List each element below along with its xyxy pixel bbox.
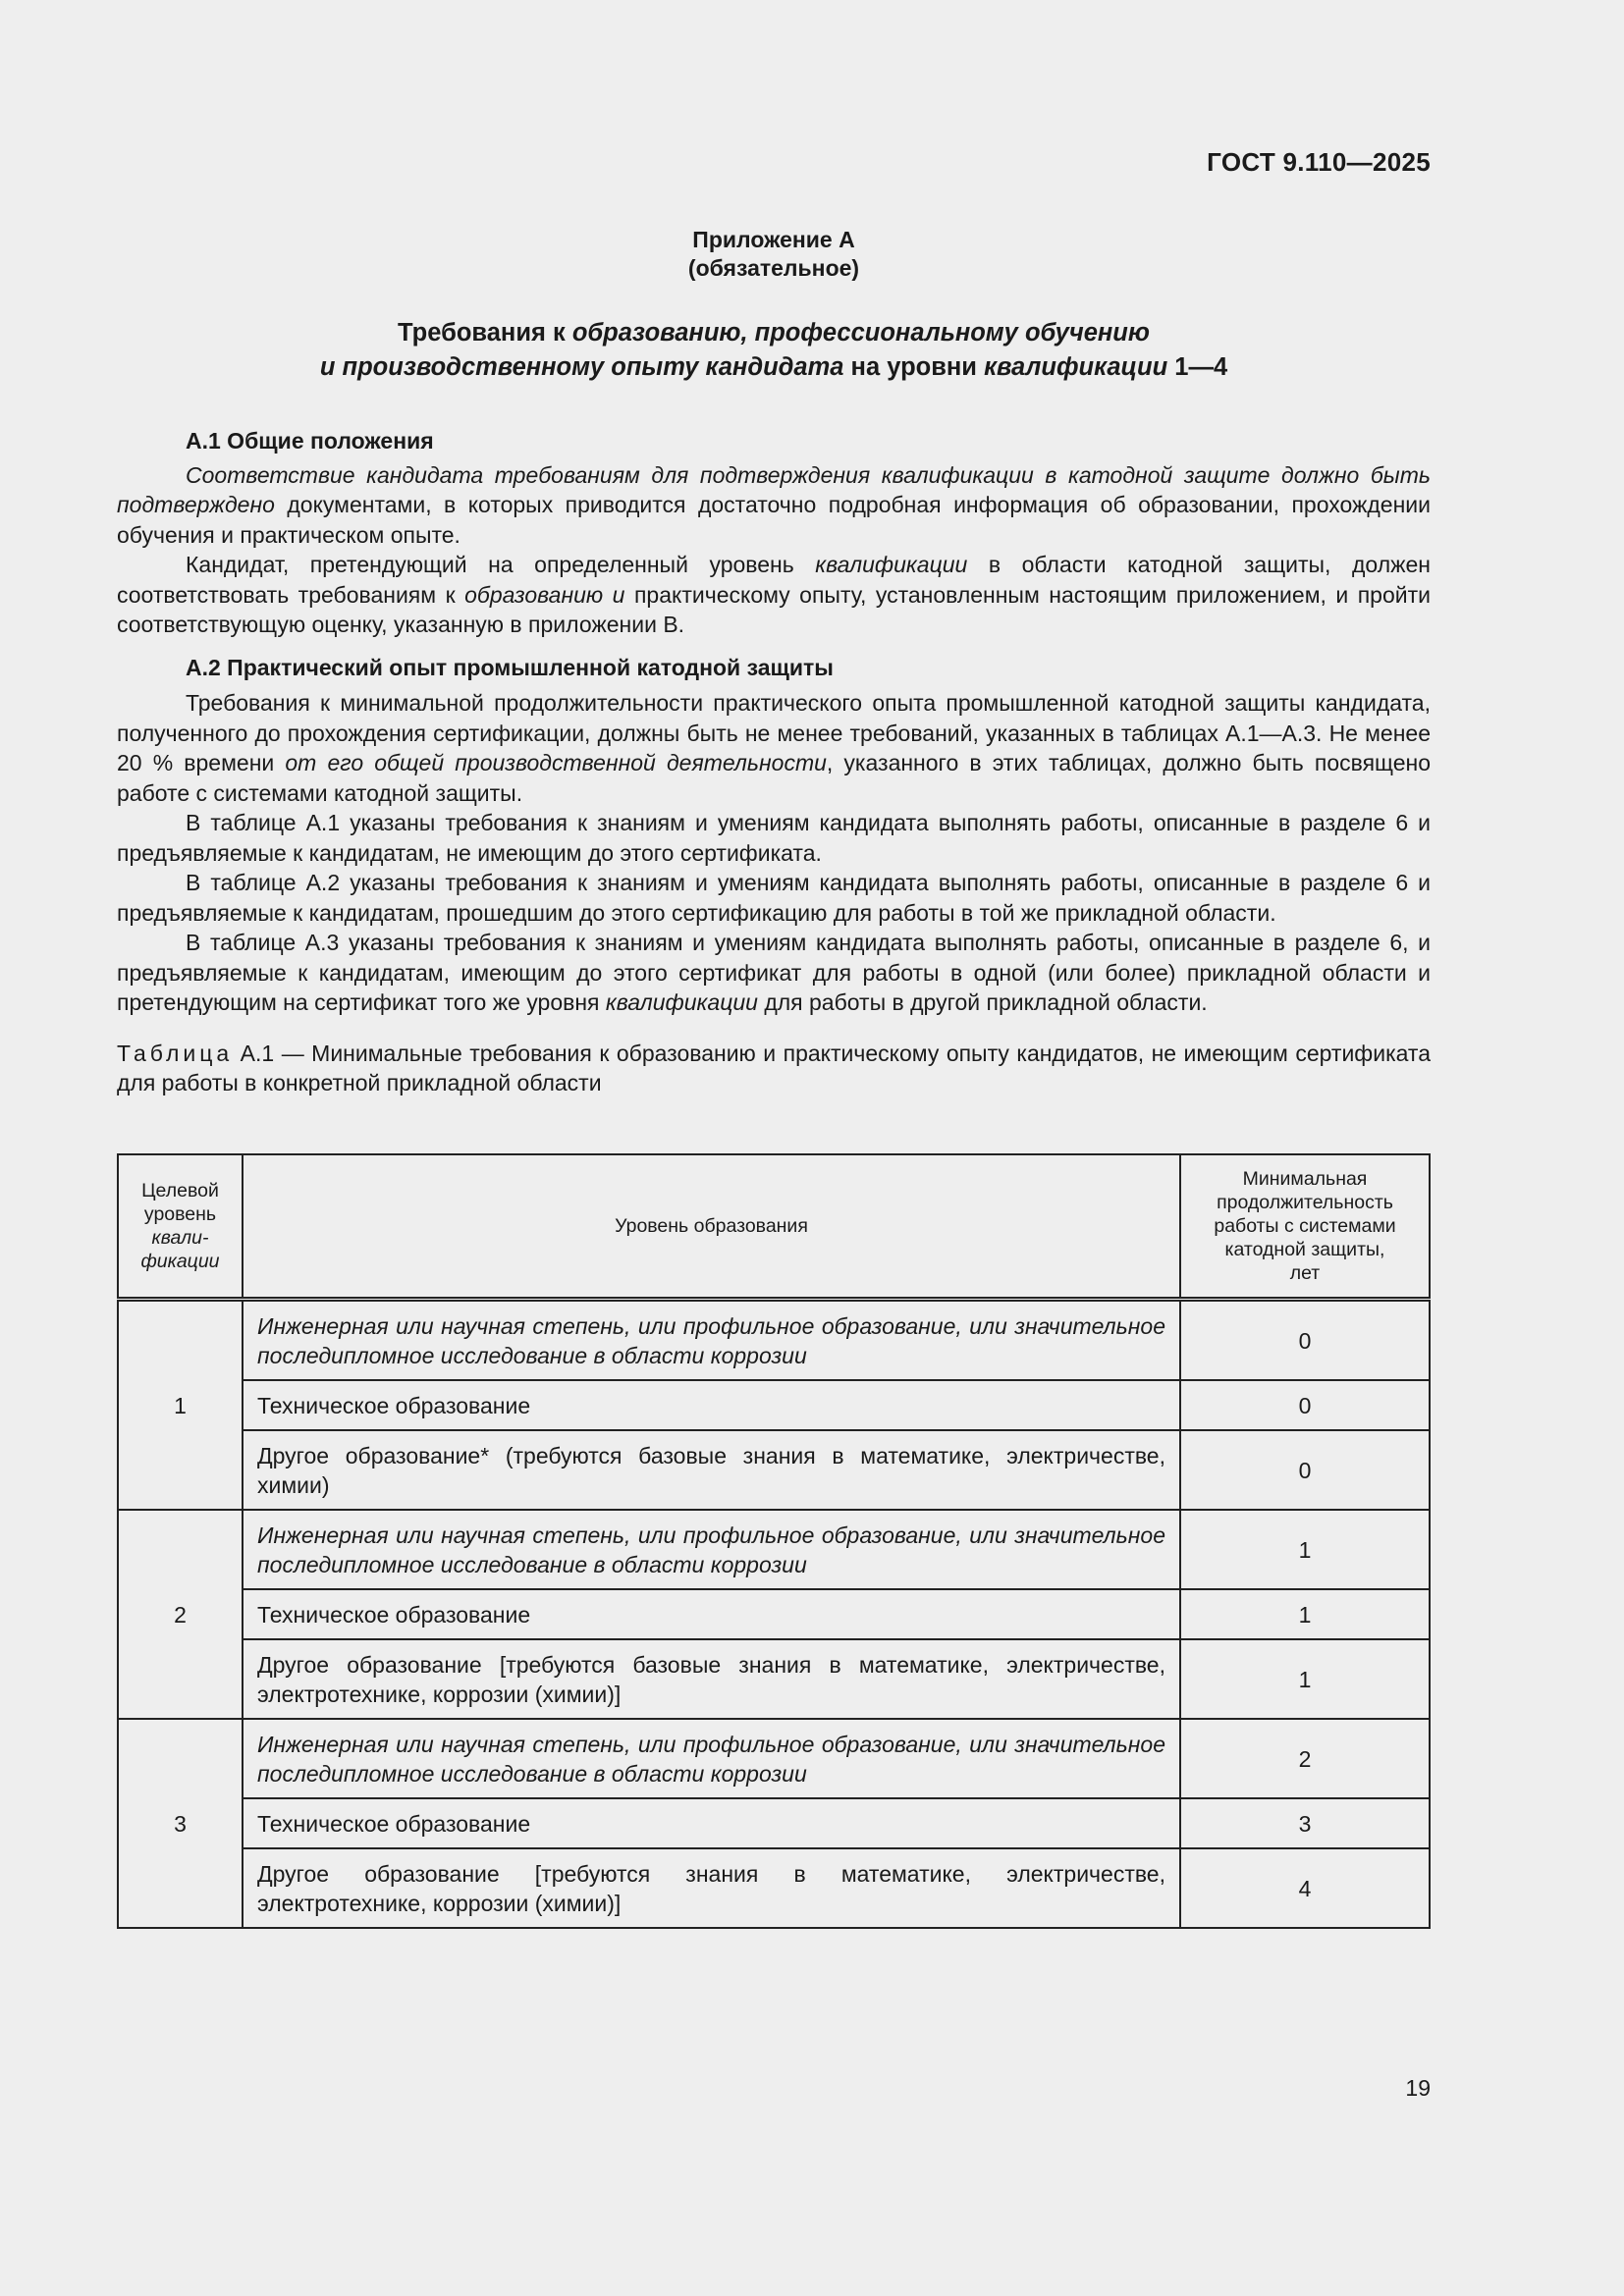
table-row <box>118 1300 1430 1381</box>
body-text <box>117 426 1431 1098</box>
years-cell: 2 <box>1180 1719 1430 1798</box>
table-row <box>118 1589 1430 1639</box>
appendix-status: (обязательное) <box>687 255 860 281</box>
paragraph: В таблице А.3 указаны требования к знаниям и умениям кандидата выполнять работы, описанные в разделе 6, и предъявляемые к кандидатам, имеющим до этого сертификат для работы в одной (или более) прикладной области и претендующим на сертификат того же уровня квалификации для работы в другой прикладной области. <box>117 930 1431 1015</box>
education-cell: Техническое образование <box>243 1380 1180 1430</box>
education-cell: Другое образование [требуются базовые знания в математике, электричестве, электротехнике, коррозии (химии)] <box>243 1639 1180 1719</box>
table-row <box>118 1510 1430 1589</box>
section-heading-a1: А.1 Общие положения <box>186 428 434 454</box>
paragraph: Соответствие кандидата требованиям для подтверждения квалификации в катодной защите должно быть подтверждено документами, в которых приводится достаточно подробная информация об образовании, прохождении обучения и практическом опыте. <box>117 461 1431 548</box>
table-row <box>118 1430 1430 1510</box>
appendix-label: Приложение А <box>692 227 855 252</box>
header-education-level: Уровень образования <box>243 1154 1180 1300</box>
education-cell: Другое образование* (требуются базовые знания в математике, электричестве, химии) <box>243 1430 1180 1510</box>
education-cell: Техническое образование <box>243 1798 1180 1848</box>
years-cell: 1 <box>1180 1589 1430 1639</box>
education-cell: Техническое образование <box>243 1589 1180 1639</box>
years-cell: 4 <box>1180 1848 1430 1928</box>
table-row <box>118 1719 1430 1798</box>
paragraph: Требования к минимальной продолжительности практического опыта промышленной катодной защиты кандидата, полученного до прохождения сертификации, должны быть не менее требований, указанных в таблицах А.1—А.3. Не менее 20 % времени от его общей производственной деятельности, указанного в этих таблицах, должно быть посвящено работе с системами катодной защиты. <box>117 690 1431 806</box>
table-header-row <box>118 1154 1430 1300</box>
level-cell: 2 <box>118 1510 243 1719</box>
years-cell: 1 <box>1180 1639 1430 1719</box>
section-heading-a2: А.2 Практический опыт промышленной катодной защиты <box>186 654 834 680</box>
paragraph: Кандидат, претендующий на определенный уровень квалификации в области катодной защиты, должен соответствовать требованиям к образованию и практическому опыту, установленным настоящим приложением, и пройти соответствующую оценку, указанную в приложении В. <box>117 552 1431 637</box>
header-target-level: Целевой уровень квали- фикации <box>118 1154 243 1300</box>
table-row <box>118 1639 1430 1719</box>
years-cell: 0 <box>1180 1300 1430 1381</box>
table-row <box>118 1798 1430 1848</box>
education-cell: Другое образование [требуются знания в математике, электричестве, электротехнике, коррозии (химии)] <box>243 1848 1180 1928</box>
level-cell: 1 <box>118 1300 243 1511</box>
document-code: ГОСТ 9.110—2025 <box>1207 147 1431 177</box>
page-number: 19 <box>1405 2075 1431 2101</box>
header-min-duration: Минимальная продолжительность работы с системами катодной защиты, лет <box>1180 1154 1430 1300</box>
years-cell: 0 <box>1180 1380 1430 1430</box>
table-row <box>118 1380 1430 1430</box>
level-cell: 3 <box>118 1719 243 1928</box>
education-cell: Инженерная или научная степень, или профильное образование, или значительное последипломное исследование в области коррозии <box>243 1300 1180 1381</box>
paragraph: В таблице А.2 указаны требования к знаниям и умениям кандидата выполнять работы, описанные в разделе 6 и предъявляемые к кандидатам, прошедшим до этого сертификацию для работы в той же прикладной области. <box>117 870 1431 926</box>
education-cell: Инженерная или научная степень, или профильное образование, или значительное последипломное исследование в области коррозии <box>243 1510 1180 1589</box>
appendix-title: Требования к образованию, профессиональному обучению и производственному опыту кандидата на уровни квалификации 1—4 <box>319 319 1228 381</box>
table-caption: Таблица А.1 — Минимальные требования к образованию и практическому опыту кандидатов, не имеющим сертификата для работы в конкретной прикладной области <box>117 1040 1431 1095</box>
appendix-heading <box>117 226 1431 283</box>
education-cell: Инженерная или научная степень, или профильное образование, или значительное последипломное исследование в области коррозии <box>243 1719 1180 1798</box>
years-cell: 3 <box>1180 1798 1430 1848</box>
requirements-table <box>117 1153 1431 1929</box>
years-cell: 1 <box>1180 1510 1430 1589</box>
paragraph: В таблице А.1 указаны требования к знаниям и умениям кандидата выполнять работы, описанные в разделе 6 и предъявляемые к кандидатам, не имеющим до этого сертификата. <box>117 810 1431 866</box>
table-row <box>118 1848 1430 1928</box>
years-cell: 0 <box>1180 1430 1430 1510</box>
